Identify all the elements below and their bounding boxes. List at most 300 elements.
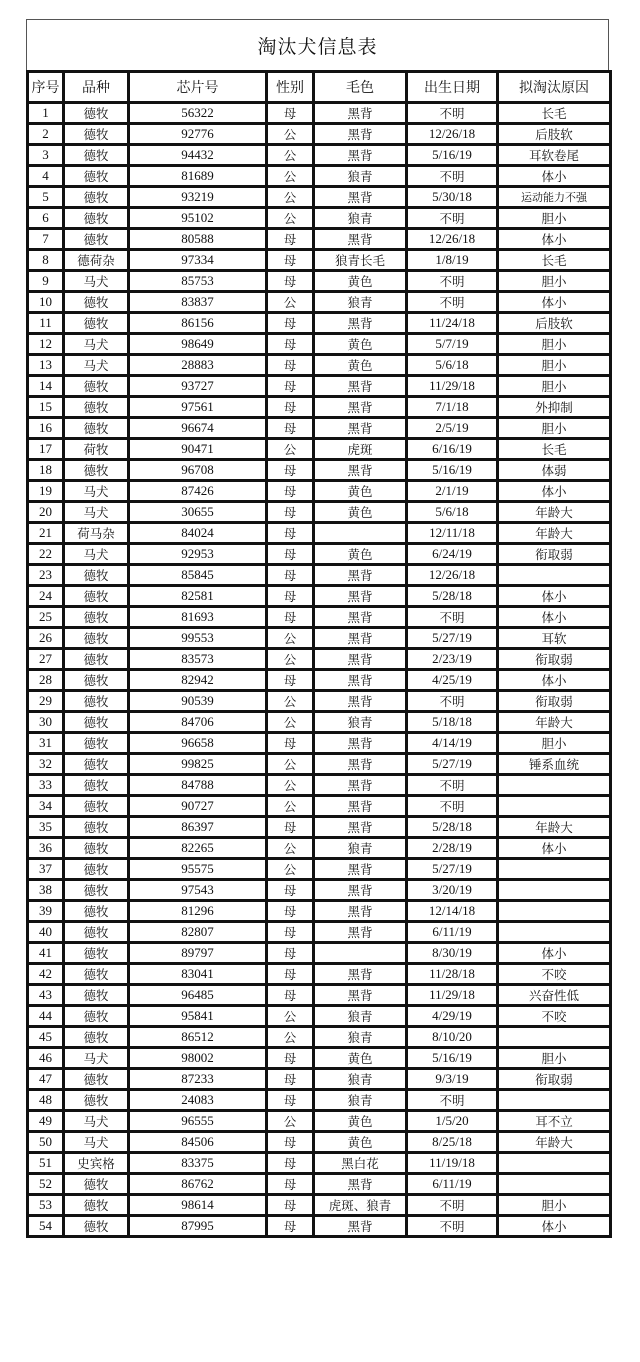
cell-breed: 德牧 bbox=[64, 754, 129, 775]
cell-sex: 母 bbox=[267, 103, 314, 124]
cell-sex: 母 bbox=[267, 250, 314, 271]
cell-birth-date: 11/19/18 bbox=[407, 1153, 498, 1174]
cell-coat-color: 黑背 bbox=[314, 586, 407, 607]
cell-chip-number: 84024 bbox=[129, 523, 267, 544]
table-row bbox=[28, 1069, 611, 1090]
cell-breed: 德牧 bbox=[64, 103, 129, 124]
cell-elimination-reason bbox=[498, 1027, 611, 1048]
cell-chip-number: 94432 bbox=[129, 145, 267, 166]
cell-chip-number: 85753 bbox=[129, 271, 267, 292]
cell-birth-date: 11/29/18 bbox=[407, 985, 498, 1006]
cell-coat-color: 黑背 bbox=[314, 964, 407, 985]
cell-sex: 母 bbox=[267, 1174, 314, 1195]
cell-sex: 母 bbox=[267, 229, 314, 250]
table-row bbox=[28, 460, 611, 481]
cell-sex: 母 bbox=[267, 1069, 314, 1090]
cell-coat-color: 黑背 bbox=[314, 1216, 407, 1237]
cell-sex: 母 bbox=[267, 1132, 314, 1153]
cell-chip-number: 98649 bbox=[129, 334, 267, 355]
cell-birth-date: 5/30/18 bbox=[407, 187, 498, 208]
cell-elimination-reason: 长毛 bbox=[498, 250, 611, 271]
table-row bbox=[28, 1153, 611, 1174]
cell-elimination-reason: 胆小 bbox=[498, 733, 611, 754]
table-row bbox=[28, 229, 611, 250]
table-row bbox=[28, 124, 611, 145]
cell-elimination-reason: 体小 bbox=[498, 481, 611, 502]
header-index: 序号 bbox=[28, 72, 64, 103]
table-row bbox=[28, 964, 611, 985]
cell-birth-date: 不明 bbox=[407, 775, 498, 796]
cell-coat-color: 黑背 bbox=[314, 733, 407, 754]
cell-elimination-reason: 年龄大 bbox=[498, 712, 611, 733]
cell-index: 13 bbox=[28, 355, 64, 376]
cell-index: 41 bbox=[28, 943, 64, 964]
cell-chip-number: 99825 bbox=[129, 754, 267, 775]
cell-breed: 德牧 bbox=[64, 670, 129, 691]
cell-coat-color: 黑背 bbox=[314, 376, 407, 397]
cell-coat-color: 黄色 bbox=[314, 271, 407, 292]
cell-chip-number: 99553 bbox=[129, 628, 267, 649]
cell-birth-date: 11/28/18 bbox=[407, 964, 498, 985]
cell-sex: 公 bbox=[267, 145, 314, 166]
cell-index: 31 bbox=[28, 733, 64, 754]
cell-chip-number: 95575 bbox=[129, 859, 267, 880]
cell-birth-date: 不明 bbox=[407, 166, 498, 187]
cell-chip-number: 86762 bbox=[129, 1174, 267, 1195]
cell-sex: 公 bbox=[267, 754, 314, 775]
table-row bbox=[28, 901, 611, 922]
cell-index: 45 bbox=[28, 1027, 64, 1048]
cell-chip-number: 96555 bbox=[129, 1111, 267, 1132]
cell-coat-color: 黄色 bbox=[314, 355, 407, 376]
cell-index: 1 bbox=[28, 103, 64, 124]
cell-breed: 德牧 bbox=[64, 124, 129, 145]
table-row bbox=[28, 733, 611, 754]
cell-index: 26 bbox=[28, 628, 64, 649]
cell-chip-number: 93727 bbox=[129, 376, 267, 397]
cell-sex: 母 bbox=[267, 1153, 314, 1174]
cell-chip-number: 98002 bbox=[129, 1048, 267, 1069]
cell-index: 8 bbox=[28, 250, 64, 271]
cell-chip-number: 80588 bbox=[129, 229, 267, 250]
cell-index: 32 bbox=[28, 754, 64, 775]
cell-elimination-reason: 外抑制 bbox=[498, 397, 611, 418]
cell-breed: 史宾格 bbox=[64, 1153, 129, 1174]
cell-chip-number: 84506 bbox=[129, 1132, 267, 1153]
cell-sex: 母 bbox=[267, 1216, 314, 1237]
cell-breed: 德牧 bbox=[64, 691, 129, 712]
cell-coat-color: 黄色 bbox=[314, 1111, 407, 1132]
cell-elimination-reason: 后肢软 bbox=[498, 313, 611, 334]
cell-index: 22 bbox=[28, 544, 64, 565]
cell-index: 7 bbox=[28, 229, 64, 250]
cell-breed: 马犬 bbox=[64, 481, 129, 502]
cell-birth-date: 不明 bbox=[407, 292, 498, 313]
cell-elimination-reason: 长毛 bbox=[498, 439, 611, 460]
cell-birth-date: 5/16/19 bbox=[407, 1048, 498, 1069]
header-elimination-reason: 拟淘汰原因 bbox=[498, 72, 611, 103]
cell-sex: 母 bbox=[267, 523, 314, 544]
cell-chip-number: 83573 bbox=[129, 649, 267, 670]
cell-elimination-reason bbox=[498, 922, 611, 943]
cell-coat-color: 黑背 bbox=[314, 670, 407, 691]
cell-elimination-reason: 体小 bbox=[498, 943, 611, 964]
table-row bbox=[28, 166, 611, 187]
cell-chip-number: 90727 bbox=[129, 796, 267, 817]
cell-coat-color: 黑背 bbox=[314, 1174, 407, 1195]
table-row bbox=[28, 397, 611, 418]
cell-breed: 德牧 bbox=[64, 208, 129, 229]
cell-chip-number: 83041 bbox=[129, 964, 267, 985]
table-row bbox=[28, 292, 611, 313]
table-row bbox=[28, 1132, 611, 1153]
cell-chip-number: 84706 bbox=[129, 712, 267, 733]
cell-birth-date: 3/20/19 bbox=[407, 880, 498, 901]
cell-coat-color: 黑背 bbox=[314, 229, 407, 250]
cell-elimination-reason: 运动能力不强 bbox=[498, 187, 611, 208]
cell-elimination-reason: 年龄大 bbox=[498, 1132, 611, 1153]
cell-chip-number: 89797 bbox=[129, 943, 267, 964]
cell-chip-number: 24083 bbox=[129, 1090, 267, 1111]
cell-breed: 马犬 bbox=[64, 1048, 129, 1069]
table-row bbox=[28, 544, 611, 565]
cell-elimination-reason: 衔取弱 bbox=[498, 544, 611, 565]
cell-chip-number: 86397 bbox=[129, 817, 267, 838]
cell-coat-color: 狼青长毛 bbox=[314, 250, 407, 271]
cell-breed: 德牧 bbox=[64, 1027, 129, 1048]
cell-elimination-reason bbox=[498, 1174, 611, 1195]
cell-birth-date: 不明 bbox=[407, 1090, 498, 1111]
cell-birth-date: 1/5/20 bbox=[407, 1111, 498, 1132]
cell-chip-number: 90471 bbox=[129, 439, 267, 460]
cell-breed: 德牧 bbox=[64, 607, 129, 628]
cell-breed: 荷马杂 bbox=[64, 523, 129, 544]
table-row bbox=[28, 859, 611, 880]
cell-coat-color: 黑背 bbox=[314, 880, 407, 901]
table-body bbox=[28, 103, 611, 1237]
cell-chip-number: 96658 bbox=[129, 733, 267, 754]
cell-coat-color: 狼青 bbox=[314, 166, 407, 187]
cell-birth-date: 7/1/18 bbox=[407, 397, 498, 418]
cell-sex: 母 bbox=[267, 1195, 314, 1216]
cell-elimination-reason bbox=[498, 565, 611, 586]
cell-sex: 公 bbox=[267, 292, 314, 313]
table-row bbox=[28, 796, 611, 817]
cell-elimination-reason: 年龄大 bbox=[498, 817, 611, 838]
cell-chip-number: 82581 bbox=[129, 586, 267, 607]
cell-chip-number: 30655 bbox=[129, 502, 267, 523]
cell-elimination-reason: 不咬 bbox=[498, 1006, 611, 1027]
cell-elimination-reason: 耳不立 bbox=[498, 1111, 611, 1132]
cell-breed: 德牧 bbox=[64, 1069, 129, 1090]
header-coat-color: 毛色 bbox=[314, 72, 407, 103]
cell-birth-date: 4/25/19 bbox=[407, 670, 498, 691]
table-row bbox=[28, 817, 611, 838]
cell-breed: 德牧 bbox=[64, 313, 129, 334]
cell-elimination-reason: 不咬 bbox=[498, 964, 611, 985]
cell-chip-number: 81296 bbox=[129, 901, 267, 922]
cell-birth-date: 4/14/19 bbox=[407, 733, 498, 754]
cell-coat-color: 黑背 bbox=[314, 859, 407, 880]
table-row bbox=[28, 1195, 611, 1216]
cell-index: 50 bbox=[28, 1132, 64, 1153]
cell-index: 10 bbox=[28, 292, 64, 313]
table-row bbox=[28, 1090, 611, 1111]
cell-sex: 母 bbox=[267, 733, 314, 754]
cell-birth-date: 12/26/18 bbox=[407, 229, 498, 250]
cell-breed: 德牧 bbox=[64, 712, 129, 733]
cell-breed: 德牧 bbox=[64, 1090, 129, 1111]
table-row bbox=[28, 880, 611, 901]
cell-sex: 母 bbox=[267, 880, 314, 901]
cell-birth-date: 2/1/19 bbox=[407, 481, 498, 502]
cell-sex: 母 bbox=[267, 544, 314, 565]
cell-coat-color: 黑背 bbox=[314, 187, 407, 208]
cell-sex: 公 bbox=[267, 712, 314, 733]
cell-chip-number: 82807 bbox=[129, 922, 267, 943]
cell-breed: 德牧 bbox=[64, 838, 129, 859]
cell-chip-number: 87995 bbox=[129, 1216, 267, 1237]
table-row bbox=[28, 1111, 611, 1132]
cell-coat-color: 黑背 bbox=[314, 145, 407, 166]
cell-birth-date: 不明 bbox=[407, 796, 498, 817]
table-row bbox=[28, 481, 611, 502]
cell-breed: 德牧 bbox=[64, 880, 129, 901]
cell-sex: 母 bbox=[267, 334, 314, 355]
cell-chip-number: 86156 bbox=[129, 313, 267, 334]
table-row bbox=[28, 145, 611, 166]
cell-coat-color: 虎斑 bbox=[314, 439, 407, 460]
table-row bbox=[28, 376, 611, 397]
cell-elimination-reason: 胆小 bbox=[498, 1195, 611, 1216]
cell-sex: 母 bbox=[267, 1048, 314, 1069]
table-row bbox=[28, 355, 611, 376]
cell-birth-date: 8/10/20 bbox=[407, 1027, 498, 1048]
cell-coat-color: 黑背 bbox=[314, 901, 407, 922]
cell-birth-date: 5/27/19 bbox=[407, 754, 498, 775]
cell-coat-color: 黑背 bbox=[314, 418, 407, 439]
cell-elimination-reason: 胆小 bbox=[498, 376, 611, 397]
cell-elimination-reason: 体小 bbox=[498, 166, 611, 187]
cell-breed: 德牧 bbox=[64, 649, 129, 670]
cell-coat-color: 黑背 bbox=[314, 565, 407, 586]
cell-sex: 公 bbox=[267, 1027, 314, 1048]
cell-birth-date: 5/16/19 bbox=[407, 460, 498, 481]
table-row bbox=[28, 670, 611, 691]
table-row bbox=[28, 250, 611, 271]
cell-birth-date: 5/18/18 bbox=[407, 712, 498, 733]
cell-birth-date: 5/27/19 bbox=[407, 628, 498, 649]
cell-birth-date: 不明 bbox=[407, 208, 498, 229]
cell-birth-date: 不明 bbox=[407, 103, 498, 124]
table-row bbox=[28, 712, 611, 733]
cell-breed: 德牧 bbox=[64, 187, 129, 208]
cell-elimination-reason: 体小 bbox=[498, 670, 611, 691]
table-row bbox=[28, 586, 611, 607]
cell-index: 30 bbox=[28, 712, 64, 733]
cell-breed: 德牧 bbox=[64, 796, 129, 817]
table-row bbox=[28, 334, 611, 355]
cell-birth-date: 11/29/18 bbox=[407, 376, 498, 397]
cell-chip-number: 95102 bbox=[129, 208, 267, 229]
cell-chip-number: 87426 bbox=[129, 481, 267, 502]
cell-elimination-reason: 胆小 bbox=[498, 271, 611, 292]
cell-birth-date: 2/28/19 bbox=[407, 838, 498, 859]
cell-sex: 公 bbox=[267, 187, 314, 208]
cell-coat-color: 狼青 bbox=[314, 1090, 407, 1111]
table-row bbox=[28, 208, 611, 229]
cell-coat-color: 黄色 bbox=[314, 544, 407, 565]
table-row bbox=[28, 103, 611, 124]
cell-coat-color: 黑背 bbox=[314, 628, 407, 649]
cell-birth-date: 5/28/18 bbox=[407, 586, 498, 607]
cell-sex: 公 bbox=[267, 691, 314, 712]
dog-info-table bbox=[26, 70, 612, 1238]
cell-elimination-reason: 年龄大 bbox=[498, 523, 611, 544]
cell-index: 39 bbox=[28, 901, 64, 922]
cell-breed: 德牧 bbox=[64, 1216, 129, 1237]
cell-coat-color: 狼青 bbox=[314, 838, 407, 859]
cell-sex: 母 bbox=[267, 1090, 314, 1111]
table-row bbox=[28, 985, 611, 1006]
cell-breed: 德牧 bbox=[64, 964, 129, 985]
cell-coat-color: 狼青 bbox=[314, 712, 407, 733]
cell-elimination-reason: 体小 bbox=[498, 292, 611, 313]
cell-index: 24 bbox=[28, 586, 64, 607]
cell-index: 54 bbox=[28, 1216, 64, 1237]
cell-index: 33 bbox=[28, 775, 64, 796]
cell-coat-color: 黑背 bbox=[314, 796, 407, 817]
cell-breed: 德牧 bbox=[64, 397, 129, 418]
cell-coat-color: 黑背 bbox=[314, 985, 407, 1006]
cell-breed: 德牧 bbox=[64, 922, 129, 943]
cell-index: 25 bbox=[28, 607, 64, 628]
cell-birth-date: 不明 bbox=[407, 607, 498, 628]
cell-sex: 母 bbox=[267, 901, 314, 922]
cell-breed: 德牧 bbox=[64, 292, 129, 313]
cell-birth-date: 不明 bbox=[407, 691, 498, 712]
cell-index: 37 bbox=[28, 859, 64, 880]
cell-birth-date: 不明 bbox=[407, 1216, 498, 1237]
cell-birth-date: 12/26/18 bbox=[407, 124, 498, 145]
cell-elimination-reason: 后肢软 bbox=[498, 124, 611, 145]
cell-elimination-reason: 体小 bbox=[498, 229, 611, 250]
cell-elimination-reason: 胆小 bbox=[498, 418, 611, 439]
cell-breed: 马犬 bbox=[64, 1111, 129, 1132]
cell-index: 11 bbox=[28, 313, 64, 334]
cell-breed: 德牧 bbox=[64, 229, 129, 250]
cell-chip-number: 90539 bbox=[129, 691, 267, 712]
header-breed: 品种 bbox=[64, 72, 129, 103]
table-row bbox=[28, 1027, 611, 1048]
header-birth-date: 出生日期 bbox=[407, 72, 498, 103]
cell-sex: 母 bbox=[267, 355, 314, 376]
cell-coat-color: 虎斑、狼青 bbox=[314, 1195, 407, 1216]
cell-chip-number: 28883 bbox=[129, 355, 267, 376]
cell-sex: 公 bbox=[267, 166, 314, 187]
cell-elimination-reason: 衔取弱 bbox=[498, 1069, 611, 1090]
cell-index: 19 bbox=[28, 481, 64, 502]
cell-chip-number: 93219 bbox=[129, 187, 267, 208]
cell-index: 18 bbox=[28, 460, 64, 481]
cell-chip-number: 96708 bbox=[129, 460, 267, 481]
cell-elimination-reason bbox=[498, 859, 611, 880]
cell-coat-color: 狼青 bbox=[314, 1006, 407, 1027]
cell-coat-color: 黑背 bbox=[314, 817, 407, 838]
cell-breed: 德牧 bbox=[64, 901, 129, 922]
cell-coat-color: 黑背 bbox=[314, 103, 407, 124]
cell-elimination-reason: 胆小 bbox=[498, 208, 611, 229]
cell-birth-date: 5/28/18 bbox=[407, 817, 498, 838]
cell-breed: 德牧 bbox=[64, 1006, 129, 1027]
table-row bbox=[28, 187, 611, 208]
cell-elimination-reason: 体小 bbox=[498, 838, 611, 859]
table-row bbox=[28, 649, 611, 670]
table-row bbox=[28, 922, 611, 943]
cell-birth-date: 6/11/19 bbox=[407, 1174, 498, 1195]
cell-coat-color: 黑背 bbox=[314, 124, 407, 145]
table-row bbox=[28, 418, 611, 439]
cell-breed: 荷牧 bbox=[64, 439, 129, 460]
cell-index: 52 bbox=[28, 1174, 64, 1195]
cell-sex: 母 bbox=[267, 460, 314, 481]
table-row bbox=[28, 628, 611, 649]
cell-elimination-reason: 衔取弱 bbox=[498, 649, 611, 670]
cell-birth-date: 不明 bbox=[407, 1195, 498, 1216]
cell-index: 4 bbox=[28, 166, 64, 187]
cell-sex: 公 bbox=[267, 208, 314, 229]
cell-elimination-reason: 耳软 bbox=[498, 628, 611, 649]
cell-elimination-reason bbox=[498, 1153, 611, 1174]
cell-sex: 母 bbox=[267, 502, 314, 523]
cell-chip-number: 96674 bbox=[129, 418, 267, 439]
cell-sex: 母 bbox=[267, 271, 314, 292]
header-chip-number: 芯片号 bbox=[129, 72, 267, 103]
cell-coat-color bbox=[314, 523, 407, 544]
cell-breed: 德牧 bbox=[64, 628, 129, 649]
table-row bbox=[28, 838, 611, 859]
cell-chip-number: 92953 bbox=[129, 544, 267, 565]
table-title: 淘汰犬信息表 bbox=[26, 19, 609, 70]
cell-index: 17 bbox=[28, 439, 64, 460]
cell-elimination-reason: 胆小 bbox=[498, 1048, 611, 1069]
cell-breed: 德牧 bbox=[64, 145, 129, 166]
cell-chip-number: 56322 bbox=[129, 103, 267, 124]
cell-index: 15 bbox=[28, 397, 64, 418]
cell-breed: 德牧 bbox=[64, 586, 129, 607]
cell-index: 23 bbox=[28, 565, 64, 586]
cell-coat-color: 黑背 bbox=[314, 460, 407, 481]
cell-sex: 公 bbox=[267, 838, 314, 859]
cell-index: 14 bbox=[28, 376, 64, 397]
cell-index: 20 bbox=[28, 502, 64, 523]
table-row bbox=[28, 1006, 611, 1027]
cell-index: 27 bbox=[28, 649, 64, 670]
cell-sex: 公 bbox=[267, 775, 314, 796]
cell-elimination-reason: 体小 bbox=[498, 607, 611, 628]
cell-elimination-reason: 胆小 bbox=[498, 355, 611, 376]
table-row bbox=[28, 502, 611, 523]
cell-breed: 德牧 bbox=[64, 1195, 129, 1216]
cell-chip-number: 95841 bbox=[129, 1006, 267, 1027]
cell-chip-number: 81693 bbox=[129, 607, 267, 628]
table-row bbox=[28, 754, 611, 775]
cell-sex: 母 bbox=[267, 985, 314, 1006]
cell-elimination-reason: 兴奋性低 bbox=[498, 985, 611, 1006]
cell-index: 6 bbox=[28, 208, 64, 229]
cell-birth-date: 4/29/19 bbox=[407, 1006, 498, 1027]
cell-index: 12 bbox=[28, 334, 64, 355]
